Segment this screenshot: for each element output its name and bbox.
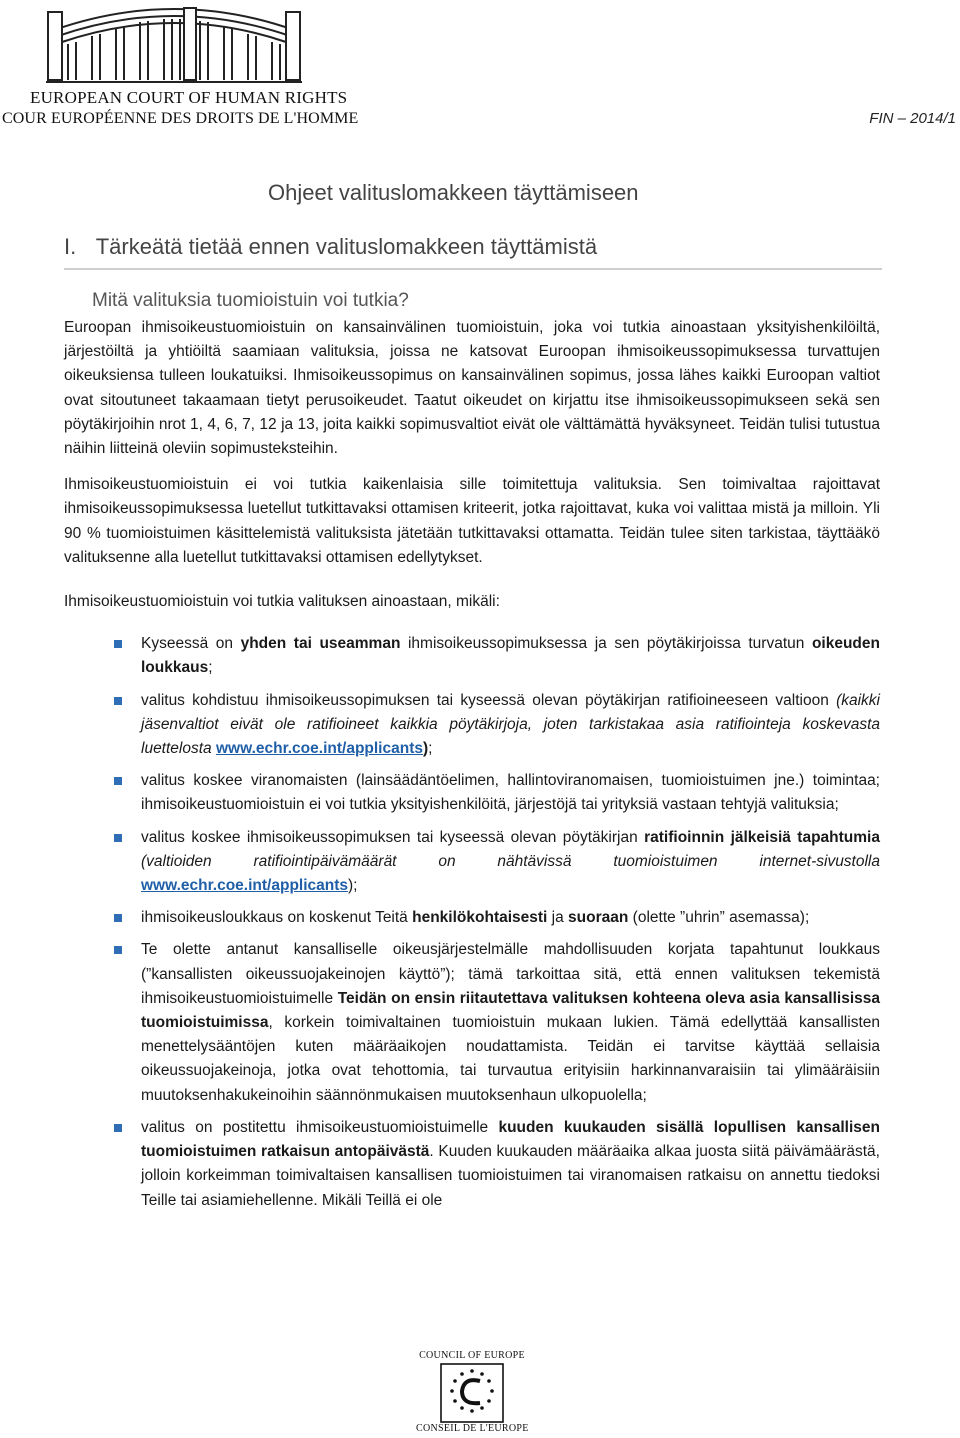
court-name-en: EUROPEAN COURT OF HUMAN RIGHTS <box>30 88 348 107</box>
square-bullet-icon <box>114 1124 122 1132</box>
item-text: (olette ”uhrin” asemassa); <box>628 909 810 927</box>
item-text: ; <box>208 659 213 677</box>
paragraph-text: Taatut oikeudet on kirjattu itse ihmisoikeussopimukseen sekä sen pöytäkirjoihin nrot 1, 4, 6, 7, 12 ja 13, joita kaikki sopimusvaltiot eivät ole välttämättä hyväksyneet. <box>64 391 880 433</box>
paragraph-text: Euroopan ihmisoikeustuomioistuin on kansainvälinen tuomioistuin, joka voi tutkia ainoastaan yksityishenkilöiltä, järjestöiltä ja yhtiöiltä saamiaan valituksia, joissa ne katsovat Euroopan ihmisoikeussopimuksessa turvattujen oikeuksiensa tulleen loukatuiksi. <box>64 319 880 385</box>
square-bullet-icon <box>114 640 122 648</box>
item-text: Kyseessä on <box>141 635 241 653</box>
item-text: Te olette antanut kansalliselle oikeusjärjestelmälle mahdollisuuden korjata tapahtunut loukkaus (”kansallisten oikeussuojakeinojen käyttö”); tämä tarkoittaa sitä, että ennen valituksen tekemistä ihmisoikeustuomioistuimelle <box>141 941 880 1007</box>
list-item <box>64 632 880 680</box>
item-text: , korkein toimivaltainen tuomioistuin mukaan lukien. Tämä edellyttää kansallisten menettelysääntöjen kuten määräaikojen noudattamista. Teidän ei tarvitse käyttää sellaisia oikeussuojakeinoja, jotka ovat tehottomia, tai turvautua erityisiin harkinnanvaraisiin tai ylimääräisiin muutoksenhakukeinoihin säännönmukaisen muutoksenhaun ulkopuolella; <box>141 1014 880 1104</box>
list-item <box>64 689 880 762</box>
item-bold-text: kuuden kuukauden sisällä lopullisen kansallisen tuomioistuimen ratkaisun antopäivästä <box>141 1118 880 1161</box>
section-number: I. <box>64 234 77 259</box>
item-bold-text: ratifioinnin jälkeisiä tapahtumia <box>644 828 880 846</box>
court-name-fr: COUR EUROPÉENNE DES DROITS DE L'HOMME <box>2 110 359 127</box>
item-bold-text: oikeuden loukkaus <box>141 635 880 677</box>
item-bold-text: ) <box>422 740 429 758</box>
square-bullet-icon <box>114 777 122 785</box>
item-text: valitus on postitettu ihmisoikeustuomioistuimelle <box>141 1118 499 1136</box>
square-bullet-icon <box>114 914 122 922</box>
paragraph-text: Teidän tulisi tutustua näihin liitteinä oleviin sopimusteksteihin. <box>64 415 881 458</box>
page-title: Ohjeet valituslomakkeen täyttämiseen <box>268 180 639 205</box>
item-bold-text: yhden tai useamman <box>240 635 401 653</box>
item-text: ihmisoikeusloukkaus on koskenut Teitä <box>141 909 413 927</box>
item-italic-text: (kaikki jäsenvaltiot eivät ole ratifioineet kaikkia pöytäkirjoja, joten tarkistakaa asia ratifiointeja koskevasta luettelosta <box>141 691 880 758</box>
paragraph-text: Ihmisoikeussopimus on kansainvälinen sopimus, jossa lähes kaikki Euroopan valtiot ovat sitoutuneet takaamaan tietyt perusoikeudet. <box>64 367 880 409</box>
item-text: valitus koskee viranomaisten (lainsäädäntöelimen, hallintoviranomaisen, tuomioistuimen jne.) toimintaa; ihmisoikeustuomioistuin ei voi tutkia yksityishenkilöitä, järjestöjä tai yrityksiä vastaan tehtyjä valituksia; <box>141 772 880 814</box>
item-text: valitus koskee ihmisoikeussopimuksen tai kyseessä olevan pöytäkirjan <box>141 828 645 846</box>
section-title-text: Tärkeätä tietää ennen valituslomakkeen täyttämistä <box>95 234 598 259</box>
paragraph-text: Sen toimivaltaa rajoittavat ihmisoikeussopimuksessa luetellut tutkittavaksi ottamisen kriteerit, jotka rajoittavat, kuka voi valittaa mistä ja milloin. <box>64 476 881 518</box>
court-building-icon <box>44 0 304 86</box>
list-item <box>64 826 880 899</box>
square-bullet-icon <box>114 834 122 842</box>
document-reference: FIN – 2014/1 <box>869 110 956 127</box>
document-body <box>64 308 880 1213</box>
coe-name-en: COUNCIL OF EUROPE <box>419 1350 525 1361</box>
item-bold-text: Teidän on ensin riitautettava valituksen kohteena oleva asia kansallisissa tuomioistuimissa <box>141 989 880 1032</box>
item-text: ihmisoikeussopimuksessa ja sen pöytäkirjoissa turvatun <box>400 635 812 653</box>
paragraph-text: Teidän tulee siten tarkistaa, täyttääkö valituksenne alla luetellut tutkittavaksi ottamisen edellytykset. <box>64 524 880 566</box>
paragraph-intro <box>64 316 880 461</box>
item-text: ja <box>547 909 569 927</box>
item-italic-text: (valtioiden ratifiointipäivämäärät on nähtävissä tuomioistuimen internet-sivustolla <box>141 852 880 870</box>
item-bold-text: henkilökohtaisesti <box>412 909 548 927</box>
applicants-link[interactable]: www.echr.coe.int/applicants <box>141 877 349 895</box>
paragraph-limits <box>64 473 880 570</box>
square-bullet-icon <box>114 946 122 954</box>
council-of-europe-logo-icon <box>440 1363 504 1423</box>
council-of-europe-logo <box>416 1350 528 1438</box>
list-item <box>64 1116 880 1213</box>
item-text: ; <box>428 740 433 758</box>
paragraph-criteria-intro: Ihmisoikeustuomioistuin voi tutkia valituksen ainoastaan, mikäli: <box>64 593 500 611</box>
list-item <box>64 769 880 817</box>
item-bold-text: suoraan <box>568 909 629 927</box>
section-title <box>64 234 882 270</box>
criteria-list <box>64 632 880 1212</box>
item-text: valitus kohdistuu ihmisoikeussopimuksen tai kyseessä olevan pöytäkirjan ratifioineeseen valtioon <box>141 691 837 709</box>
court-logo <box>0 0 359 132</box>
item-text: . Kuuden kuukauden määräaika alkaa juosta siitä päivämäärästä, jolloin korkeimman toimivaltaisen kansallisen tuomioistuimen tai viranomaisen ratkaisu on annettu tiedoksi Teille tai asiamiehellenne. Mikäli Teillä ei ole <box>141 1143 880 1209</box>
item-text: ); <box>348 877 358 895</box>
paragraph-text: Ihmisoikeustuomioistuin ei voi tutkia kaikenlaisia sille toimitettuja valituksia. <box>64 476 662 494</box>
subsection-title: Mitä valituksia tuomioistuin voi tutkia? <box>92 290 409 311</box>
paragraph-text: Yli 90 % tuomioistuimen käsittelemistä valituksista jätetään tutkittavaksi ottamatta. <box>64 500 880 542</box>
applicants-link[interactable]: www.echr.coe.int/applicants <box>215 740 423 758</box>
list-item <box>64 906 880 930</box>
square-bullet-icon <box>114 697 122 705</box>
coe-name-fr: CONSEIL DE L'EUROPE <box>416 1423 529 1434</box>
list-item <box>64 938 880 1107</box>
